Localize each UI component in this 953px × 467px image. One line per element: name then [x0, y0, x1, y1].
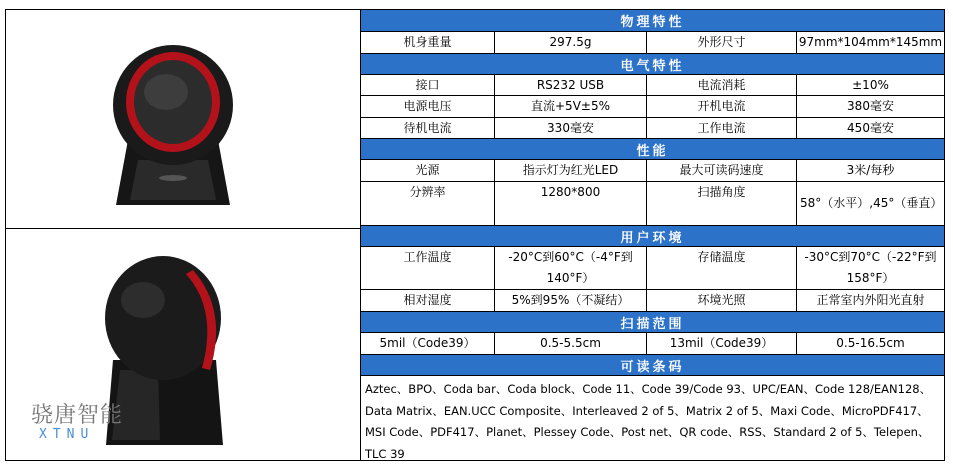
spec-value: 0.5-16.5cm	[836, 336, 905, 350]
barcode-list: Aztec、BPO、Coda bar、Coda block、Code 11、Code 39/Code 93、UPC/EAN、Code 128/EAN128、Data Matrix、EAN.UCC Composite、Interleaved 2 of 5、Matrix 2 of 5、Maxi Code、MicroPDF417、MSI Code、PDF417、Planet、Plessey Code、Post net、QR code、RSS、Standard 2 of 5、Telepen、TLC 39	[365, 382, 932, 461]
spec-value: 直流+5V±5%	[495, 96, 647, 117]
spec-value: 5%到95%（不凝结）	[495, 290, 647, 311]
spec-label: 最大可读码速度	[647, 160, 797, 181]
spec-value: 297.5g	[495, 32, 647, 53]
spec-value: 97mm*104mm*145mm	[798, 35, 943, 49]
spec-row	[361, 32, 944, 54]
spec-row	[361, 75, 944, 96]
spec-row	[361, 182, 944, 226]
spec-label: 分辨率	[361, 182, 495, 225]
spec-label: 扫描角度	[647, 182, 797, 225]
spec-label: 待机电流	[361, 118, 495, 138]
section-header-performance: 性能	[361, 139, 944, 160]
spec-label: 外形尺寸	[647, 32, 797, 53]
spec-value: 330毫安	[495, 118, 647, 138]
logo-english: XTNU	[39, 427, 95, 442]
section-header-physical: 物理特性	[361, 10, 944, 32]
section-header-barcodes: 可读条码	[361, 355, 944, 376]
spec-value: 指示灯为红光LED	[495, 160, 647, 181]
spec-label: 接口	[361, 75, 495, 95]
spec-value: 380毫安	[847, 99, 894, 113]
spec-table	[5, 9, 945, 461]
spec-row	[361, 290, 944, 312]
spec-value: -30°C到70°C（-22°F到158°F）	[804, 250, 937, 285]
section-header-environment: 用户环境	[361, 226, 944, 247]
spec-label: 光源	[361, 160, 495, 181]
spec-label: 开机电流	[647, 96, 797, 117]
spec-label: 工作电流	[647, 118, 797, 138]
spec-row	[361, 333, 944, 355]
spec-label: 13mil（Code39）	[647, 333, 797, 354]
spec-value: 3米/每秒	[846, 163, 895, 177]
spec-row	[361, 160, 944, 182]
brand-logo	[31, 398, 123, 442]
spec-label: 工作温度	[361, 247, 495, 289]
spec-grid	[361, 10, 944, 467]
logo-chinese: 骁唐智能	[31, 403, 124, 428]
section-header-electrical: 电气特性	[361, 54, 944, 75]
spec-label: 环境光照	[647, 290, 797, 311]
spec-value: 1280*800	[495, 182, 647, 225]
spec-value: 0.5-5.5cm	[495, 333, 647, 354]
spec-row	[361, 247, 944, 290]
spec-label: 相对湿度	[361, 290, 495, 311]
spec-row	[361, 118, 944, 139]
spec-value: -20°C到60°C（-4°F到140°F）	[495, 247, 647, 289]
product-images-column	[6, 10, 361, 460]
spec-label: 机身重量	[361, 32, 495, 53]
scanner-image-front	[98, 30, 248, 214]
spec-value: ±10%	[852, 77, 889, 92]
spec-value: RS232 USB	[495, 75, 647, 95]
spec-row	[361, 96, 944, 118]
image-divider	[6, 228, 360, 229]
spec-label: 电源电压	[361, 96, 495, 117]
spec-value: 450毫安	[847, 120, 894, 135]
spec-label: 5mil（Code39）	[361, 333, 495, 354]
spec-value: 正常室内外阳光直射	[816, 293, 925, 307]
spec-value: 58°（水平）,45°（垂直）	[800, 196, 943, 210]
spec-label: 电流消耗	[647, 75, 797, 95]
section-header-scan-range: 扫描范围	[361, 312, 944, 333]
spec-label: 存储温度	[647, 247, 797, 289]
